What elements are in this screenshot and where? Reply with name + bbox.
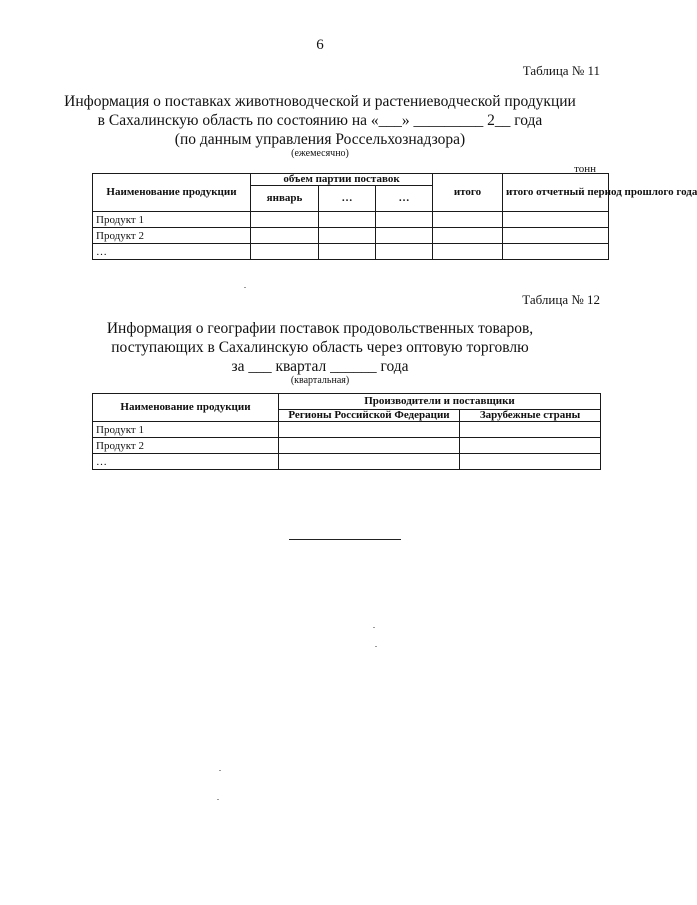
row-label-product-1: Продукт 1 — [93, 422, 279, 438]
table-11-header-prev-period: итого отчетный период прошлого года — [503, 174, 609, 212]
table-11-header-january: январь — [251, 186, 319, 212]
table-11-frequency: (ежемесячно) — [291, 148, 349, 159]
scan-speck — [375, 646, 377, 647]
table-12-header-producers: Производители и поставщики — [279, 394, 601, 410]
row-label-ellipsis: … — [93, 244, 251, 260]
table-11-label: Таблица № 11 — [522, 63, 600, 78]
table-12-header-regions: Регионы Российской Федерации — [279, 410, 460, 422]
scan-speck — [219, 770, 221, 771]
table-12-header-name: Наименование продукции — [93, 394, 279, 422]
scan-speck — [217, 799, 219, 800]
scan-speck — [373, 627, 375, 628]
table-12-label: Таблица № 12 — [522, 292, 600, 307]
table-12-title-line-1: Информация о географии поставок продовольственных товаров, — [106, 320, 534, 337]
table-row — [93, 454, 601, 470]
table-11-title-line-3: (по данным управления Россельхознадзора) — [174, 131, 466, 148]
table-12 — [92, 393, 601, 470]
table-12-frequency: (квартальная) — [290, 375, 350, 386]
table-12-title-line-2: поступающих в Сахалинскую область через оптовую торговлю — [111, 339, 529, 356]
table-row — [93, 228, 609, 244]
table-11-title-line-1: Информация о поставках животноводческой и растениеводческой продукции — [64, 93, 576, 110]
table-12-title-line-3: за ___ квартал ______ года — [231, 358, 409, 375]
table-11-header-ellipsis-2: … — [376, 186, 433, 212]
table-11-title-line-2: в Сахалинскую область по состоянию на «___» _________ 2__ года — [97, 112, 543, 129]
page-number: 6 — [316, 37, 324, 53]
table-11 — [92, 173, 697, 260]
row-label-ellipsis: … — [93, 454, 279, 470]
row-label-product-1: Продукт 1 — [93, 212, 251, 228]
row-label-product-2: Продукт 2 — [93, 438, 279, 454]
table-12-header-foreign: Зарубежные страны — [460, 410, 601, 422]
table-row — [93, 422, 601, 438]
table-row — [93, 212, 609, 228]
table-11-header-name: Наименование продукции — [93, 174, 251, 212]
table-row — [93, 438, 601, 454]
scan-speck — [244, 287, 246, 288]
units-label: тонн — [574, 163, 596, 175]
row-label-product-2: Продукт 2 — [93, 228, 251, 244]
table-11-header-volume: объем партии поставок — [251, 174, 433, 186]
table-11-header-total: итого — [433, 174, 503, 212]
table-11-header-ellipsis-1: … — [319, 186, 376, 212]
table-row — [93, 244, 609, 260]
closing-line — [289, 539, 401, 540]
